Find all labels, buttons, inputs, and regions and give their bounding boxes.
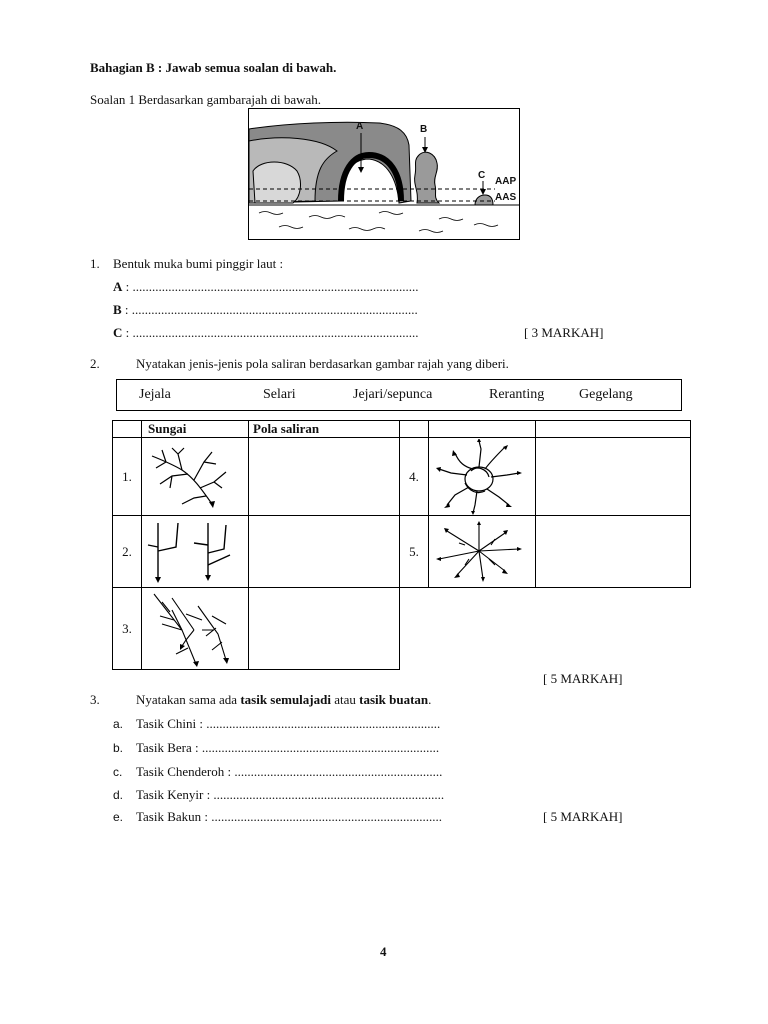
page-number: 4: [380, 944, 387, 959]
col-header-pola: Pola saliran: [249, 421, 400, 438]
answer-cell-1[interactable]: [249, 438, 400, 516]
options-box: [116, 379, 682, 411]
coastal-landform-diagram: [248, 108, 520, 240]
row-number-5: 5.: [400, 516, 429, 588]
option-selari: Selari: [263, 387, 296, 402]
answer-cell-5[interactable]: [536, 516, 691, 588]
q1-item-b: B : ........................................................................................: [113, 302, 418, 317]
answer-cell-2[interactable]: [249, 516, 400, 588]
q3-item-a: a. Tasik Chini : ........................................................................: [113, 716, 441, 731]
q3-item-d: d. Tasik Kenyir : .......................................................................: [113, 787, 445, 802]
q2-marks: [ 5 MARKAH]: [543, 671, 623, 686]
q1-item-c: C : ........................................................................................: [113, 325, 419, 340]
q2-number: 2.: [90, 356, 100, 371]
q3-item-c: c. Tasik Chenderoh : ................................................................: [113, 764, 443, 779]
drainage-image-5: [429, 516, 536, 588]
q3-item-e: e. Tasik Bakun : .......................................................................: [113, 809, 443, 824]
label-aas: AAS: [495, 192, 517, 203]
answer-cell-4[interactable]: [536, 438, 691, 516]
row-number-3: 3.: [113, 588, 142, 670]
row-number-2: 2.: [113, 516, 142, 588]
col-header-sungai: Sungai: [142, 421, 249, 438]
option-jejari: Jejari/sepunca: [353, 387, 433, 402]
section-title: Bahagian B : Jawab semua soalan di bawah.: [90, 60, 337, 75]
q1-marks: [ 3 MARKAH]: [524, 325, 604, 340]
drainage-image-3: [142, 588, 249, 670]
drainage-image-1: [142, 438, 249, 516]
q3-marks: [ 5 MARKAH]: [543, 809, 623, 824]
q1-text: Bentuk muka bumi pinggir laut :: [113, 256, 284, 271]
drainage-image-4: [429, 438, 536, 516]
option-jejala: Jejala: [139, 387, 171, 402]
q1-number: 1.: [90, 256, 100, 271]
label-c: C: [478, 170, 486, 181]
row-number-1: 1.: [113, 438, 142, 516]
drainage-image-2: [142, 516, 249, 588]
drainage-table: [112, 420, 691, 670]
label-b: B: [420, 124, 428, 135]
q3-number: 3.: [90, 692, 100, 707]
label-aap: AAP: [495, 176, 517, 187]
q3-text: Nyatakan sama ada tasik semulajadi atau tasik buatan.: [136, 692, 432, 707]
label-a: A: [356, 121, 364, 132]
question-intro: Soalan 1 Berdasarkan gambarajah di bawah.: [90, 92, 322, 107]
q1-item-a: A : ........................................................................................: [113, 279, 419, 294]
row-number-4: 4.: [400, 438, 429, 516]
q2-text: Nyatakan jenis-jenis pola saliran berdasarkan gambar rajah yang diberi.: [136, 356, 509, 371]
answer-cell-3[interactable]: [249, 588, 400, 670]
option-gegelang: Gegelang: [579, 387, 633, 402]
option-reranting: Reranting: [489, 387, 545, 402]
q3-item-b: b. Tasik Bera : .........................................................................: [113, 740, 440, 755]
